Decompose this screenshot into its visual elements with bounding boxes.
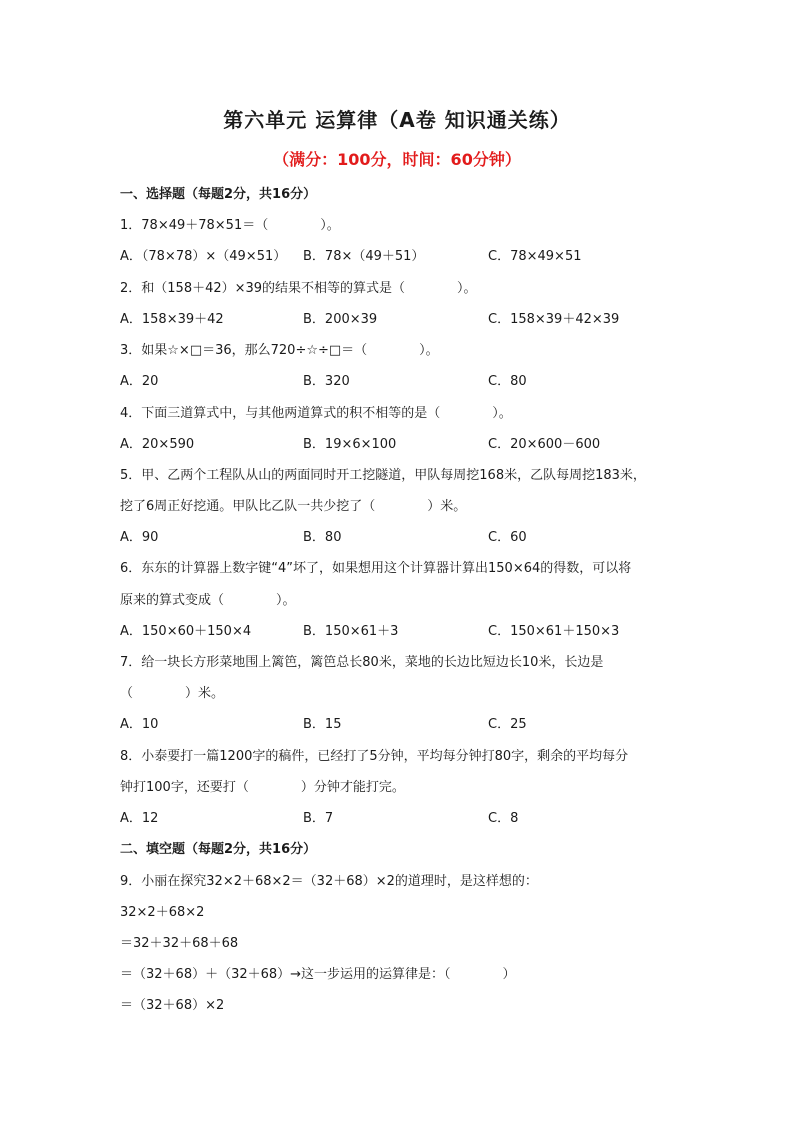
question-3-option-b: B．320 bbox=[303, 374, 350, 389]
section-heading-choice: 一、选择题（每题2分，共16分） bbox=[120, 187, 317, 202]
question-6-option-a: A．150×60＋150×4 bbox=[120, 624, 252, 639]
question-7-stem-line-1: 7．给一块长方形菜地围上篱笆，篱笆总长80米，菜地的长边比短边长10米，长边是 bbox=[120, 655, 604, 670]
page-subtitle: （满分：100分，时间：60分钟） bbox=[273, 150, 521, 169]
question-9-stem: 9．小丽在探究32×2＋68×2＝（32＋68）×2的道理时，是这样想的： bbox=[120, 874, 538, 889]
question-5-option-c: C．60 bbox=[488, 530, 527, 545]
question-2-option-b: B．200×39 bbox=[303, 312, 378, 327]
question-4-option-a: A．20×590 bbox=[120, 437, 195, 452]
question-5-option-b: B．80 bbox=[303, 530, 342, 545]
question-1-option-b: B．78×（49＋51） bbox=[303, 249, 425, 264]
section-heading-fill: 二、填空题（每题2分，共16分） bbox=[120, 842, 317, 857]
question-1-option-c: C．78×49×51 bbox=[488, 249, 582, 264]
question-2-option-a: A．158×39＋42 bbox=[120, 312, 224, 327]
question-1-stem: 1．78×49＋78×51＝（ ）。 bbox=[120, 218, 340, 233]
question-8-stem-line-1: 8．小泰要打一篇1200字的稿件，已经打了5分钟，平均每分钟打80字，剩余的平均每分 bbox=[120, 749, 629, 764]
page-title: 第六单元 运算律（A卷 知识通关练） bbox=[223, 108, 571, 132]
question-9-step-2: ＝32＋32＋68＋68 bbox=[120, 936, 239, 951]
question-6-option-c: C．150×61＋150×3 bbox=[488, 624, 620, 639]
question-2-stem: 2．和（158＋42）×39的结果不相等的算式是（ ）。 bbox=[120, 281, 477, 296]
question-9-step-3: ＝（32＋68）＋（32＋68）→这一步运用的运算律是：（ ） bbox=[120, 967, 516, 982]
question-9-step-1: 32×2＋68×2 bbox=[120, 905, 205, 920]
question-7-option-a: A．10 bbox=[120, 717, 159, 732]
question-4-option-c: C．20×600－600 bbox=[488, 437, 601, 452]
question-7-option-b: B．15 bbox=[303, 717, 342, 732]
question-9-step-4: ＝（32＋68）×2 bbox=[120, 998, 225, 1013]
question-3-option-c: C．80 bbox=[488, 374, 527, 389]
question-3-stem: 3．如果☆×□＝36，那么720÷☆÷□＝（ ）。 bbox=[120, 343, 439, 358]
question-8-stem-line-2: 钟打100字，还要打（ ）分钟才能打完。 bbox=[120, 780, 405, 795]
question-6-stem-line-1: 6．东东的计算器上数字键“4”坏了，如果想用这个计算器计算出150×64的得数，可以将 bbox=[120, 561, 632, 576]
question-5-stem-line-2: 挖了6周正好挖通。甲队比乙队一共少挖了（ ）米。 bbox=[120, 499, 467, 514]
question-4-stem: 4．下面三道算式中，与其他两道算式的积不相等的是（ ）。 bbox=[120, 406, 512, 421]
question-3-option-a: A．20 bbox=[120, 374, 159, 389]
question-8-option-b: B．7 bbox=[303, 811, 334, 826]
question-5-stem-line-1: 5．甲、乙两个工程队从山的两面同时开工挖隧道，甲队每周挖168米，乙队每周挖183米， bbox=[120, 468, 646, 483]
question-2-option-c: C．158×39＋42×39 bbox=[488, 312, 620, 327]
question-7-option-c: C．25 bbox=[488, 717, 527, 732]
question-7-stem-line-2: （ ）米。 bbox=[120, 686, 225, 701]
question-8-option-a: A．12 bbox=[120, 811, 159, 826]
question-6-stem-line-2: 原来的算式变成（ ）。 bbox=[120, 593, 296, 608]
question-6-option-b: B．150×61＋3 bbox=[303, 624, 399, 639]
question-5-option-a: A．90 bbox=[120, 530, 159, 545]
question-1-option-a: A．（78×78）×（49×51） bbox=[120, 249, 287, 264]
question-8-option-c: C．8 bbox=[488, 811, 519, 826]
question-4-option-b: B．19×6×100 bbox=[303, 437, 397, 452]
